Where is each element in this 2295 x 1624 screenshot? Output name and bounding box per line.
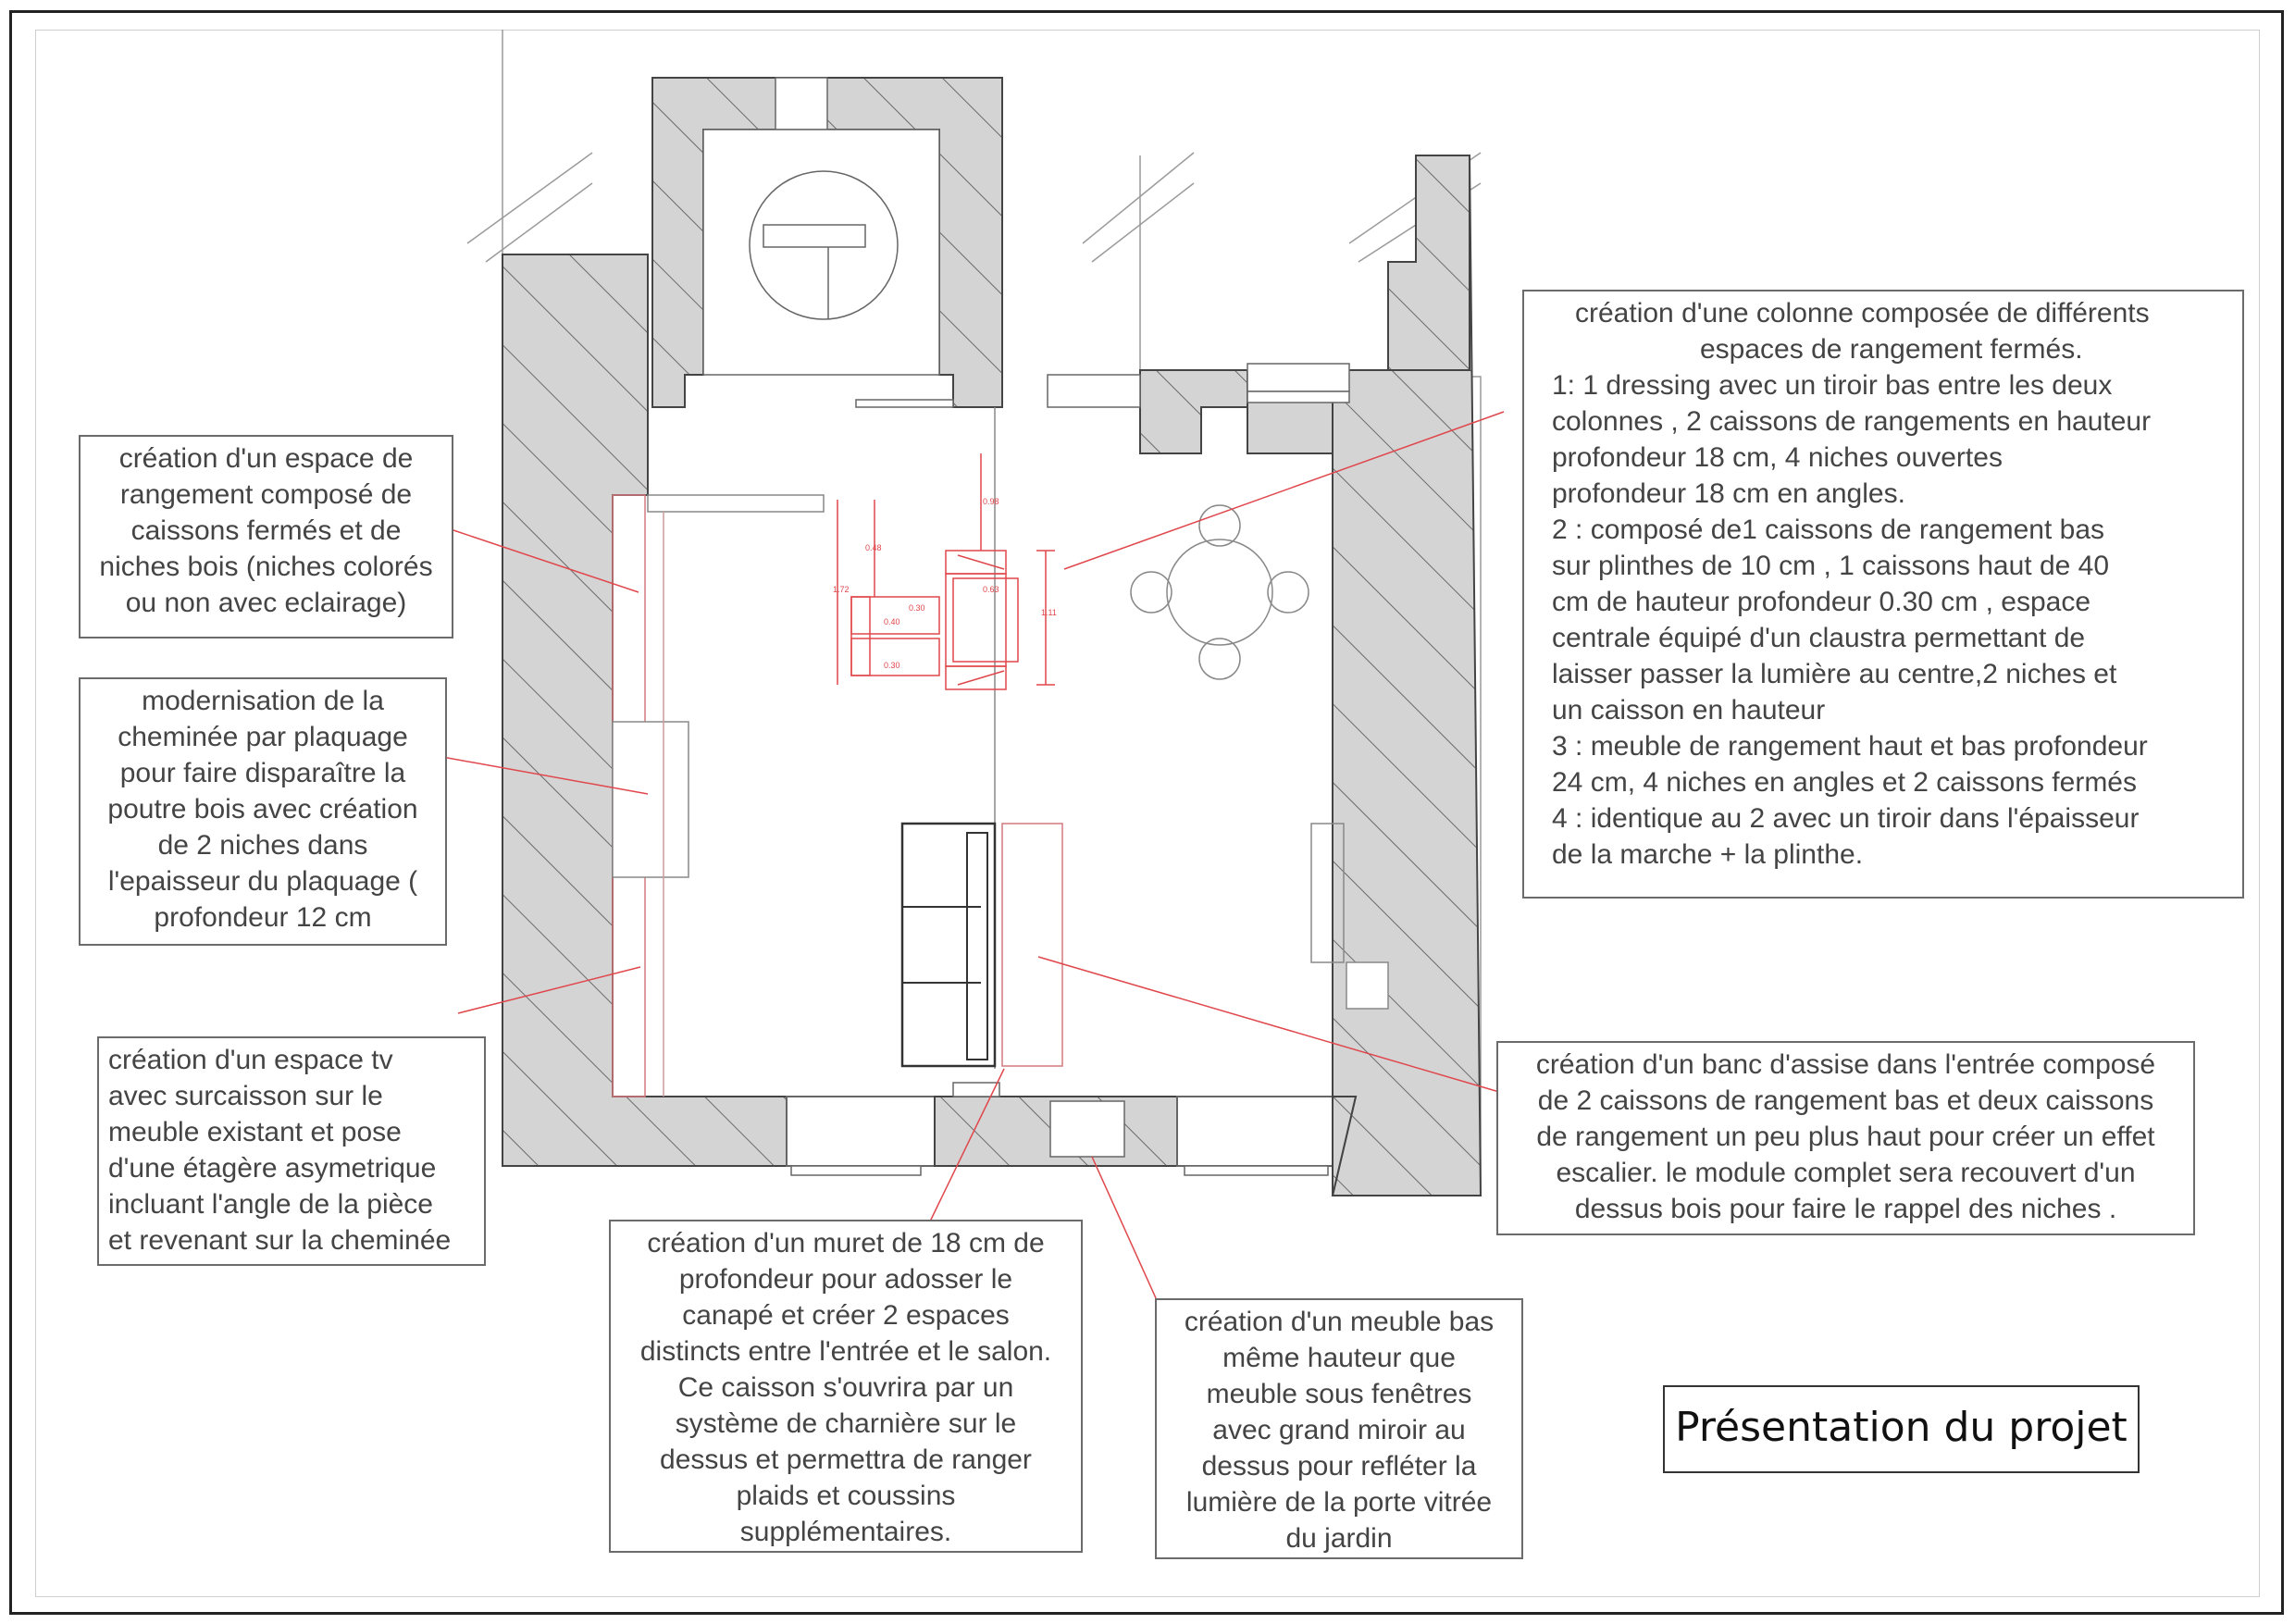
note-line: profondeur pour adosser le — [678, 1264, 1013, 1295]
note-line: 2 : composé de1 caissons de rangement bas — [1552, 514, 2105, 545]
note-line: de 2 niches dans — [157, 830, 368, 861]
cabinet-dimension-labels — [833, 497, 1057, 670]
note-line: meuble existant et pose — [108, 1117, 402, 1147]
note-line: création d'un meuble bas — [1184, 1307, 1495, 1337]
sofa — [902, 824, 995, 1066]
note-line: création d'un muret de 18 cm de — [647, 1228, 1045, 1258]
note-line: niches bois (niches colorés — [99, 552, 433, 582]
note-line: et revenant sur la cheminée — [108, 1225, 452, 1256]
dim-label-3: 1.72 — [833, 585, 850, 594]
note-line: dessus bois pour faire le rappel des niches . — [1574, 1194, 2117, 1224]
note-line: avec surcaisson sur le — [108, 1081, 383, 1111]
note-line: avec grand miroir au — [1212, 1415, 1466, 1445]
note-line: 3 : meuble de rangement haut et bas profondeur — [1552, 731, 2148, 762]
note-line: création d'un espace tv — [108, 1045, 393, 1075]
note-line: meuble sous fenêtres — [1206, 1379, 1472, 1409]
note-line: poutre bois avec création — [107, 794, 418, 824]
note-line: profondeur 12 cm — [154, 902, 372, 933]
note-line: canapé et créer 2 espaces — [682, 1300, 1010, 1331]
note-line: rangement composé de — [119, 479, 413, 510]
note-line: création d'un espace de — [118, 443, 414, 474]
note-line: création d'un banc d'assise dans l'entrée composé — [1535, 1049, 2156, 1080]
note-line: cm de hauteur profondeur 0.30 cm , espace — [1552, 587, 2091, 617]
interior-layout — [613, 407, 1388, 1097]
round-table — [1167, 539, 1272, 645]
note-line: laisser passer la lumière au centre,2 niches et — [1552, 659, 2117, 689]
chimney-flue — [775, 78, 827, 130]
cabinet-detail — [837, 453, 1055, 689]
dim-label-4: 1.11 — [1041, 608, 1057, 617]
note-espace-rangement — [79, 435, 453, 638]
note-line: l'epaisseur du plaquage ( — [107, 866, 418, 897]
note-line: dessus pour refléter la — [1201, 1451, 1477, 1481]
note-line: du jardin — [1285, 1523, 1393, 1554]
note-line: caissons fermés et de — [130, 515, 402, 546]
note-line: escalier. le module complet sera recouvert d'un — [1556, 1158, 2136, 1188]
chimney-and-windows — [703, 78, 1349, 1175]
dim-label-8: 0.63 — [983, 585, 999, 594]
note-line: pour faire disparaître la — [119, 758, 406, 788]
note-line: profondeur 18 cm en angles. — [1552, 478, 1905, 509]
note-line: dessus et permettra de ranger — [660, 1444, 1032, 1475]
note-line: d'une étagère asymetrique — [108, 1153, 437, 1184]
note-line: 4 : identique au 2 avec un tiroir dans l'épaisseur — [1552, 803, 2140, 834]
note-meuble-bas — [1155, 1298, 1523, 1559]
note-line: création d'une colonne composée de différents — [1575, 298, 2150, 329]
note-line: de 2 caissons de rangement bas et deux caissons — [1537, 1085, 2154, 1116]
dim-label-2: 0.48 — [865, 543, 882, 552]
dim-label-1: 0.98 — [983, 497, 999, 506]
note-line: lumière de la porte vitrée — [1185, 1487, 1493, 1518]
note-line: de rangement un peu plus haut pour créer un effet — [1536, 1122, 2155, 1152]
chimney-opening — [703, 130, 939, 375]
note-line: de la marche + la plinthe. — [1552, 839, 1864, 870]
note-cheminee — [79, 677, 447, 946]
note-line: ou non avec eclairage) — [125, 588, 407, 618]
note-line: même hauteur que — [1222, 1343, 1456, 1373]
note-line: profondeur 18 cm, 4 niches ouvertes — [1552, 442, 2003, 473]
note-line: distincts entre l'entrée et le salon. — [639, 1336, 1052, 1367]
project-title: Présentation du projet — [1663, 1385, 2140, 1473]
note-muret — [609, 1220, 1083, 1553]
note-line: incluant l'angle de la pièce — [108, 1189, 433, 1220]
note-line: plaids et coussins — [736, 1481, 956, 1511]
dim-label-7: 0.30 — [909, 603, 925, 613]
note-line: sur plinthes de 10 cm , 1 caissons haut de 40 — [1552, 551, 2110, 581]
note-colonne-rangement — [1522, 290, 2244, 899]
note-line: colonnes , 2 caissons de rangements en hauteur — [1552, 406, 2152, 437]
dim-label-5: 0.40 — [884, 617, 900, 626]
note-line: cheminée par plaquage — [118, 722, 408, 752]
walls — [502, 78, 1481, 1196]
note-line: système de charnière sur le — [675, 1408, 1017, 1439]
note-line: 1: 1 dressing avec un tiroir bas entre les deux — [1552, 370, 2113, 401]
note-banc-assise — [1496, 1041, 2195, 1235]
note-line: supplémentaires. — [739, 1517, 952, 1547]
note-line: 24 cm, 4 niches en angles et 2 caissons fermés — [1552, 767, 2137, 798]
dim-label-6: 0.30 — [884, 661, 900, 670]
note-line: modernisation de la — [142, 686, 384, 716]
note-line: espaces de rangement fermés. — [1700, 334, 2083, 365]
note-line: centrale équipé d'un claustra permettant de — [1552, 623, 2086, 653]
note-line: Ce caisson s'ouvrira par un — [677, 1372, 1014, 1403]
note-espace-tv — [97, 1036, 486, 1266]
note-line: un caisson en hauteur — [1552, 695, 1826, 725]
